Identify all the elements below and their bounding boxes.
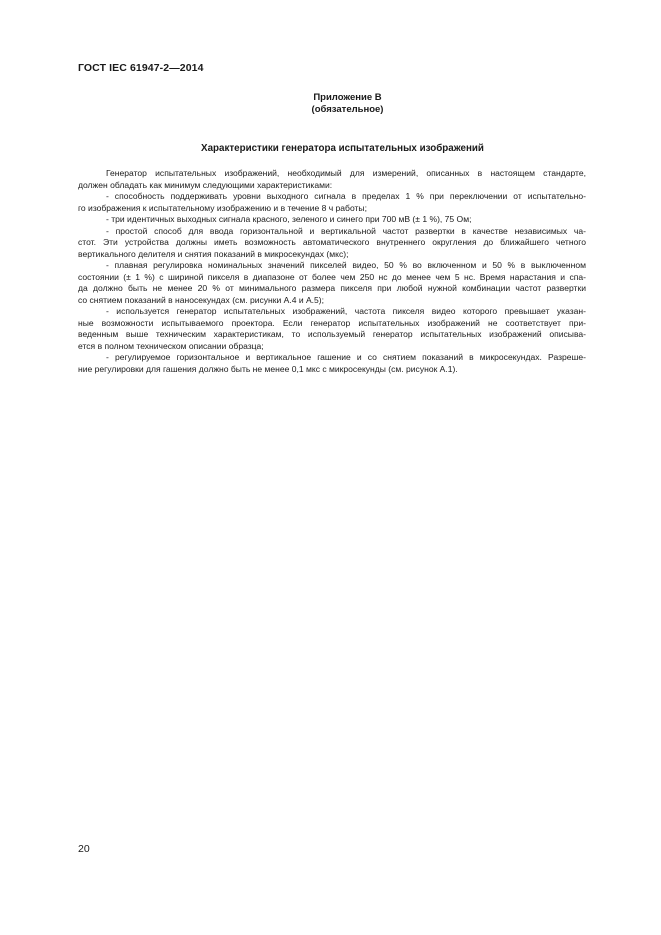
text-line: - три идентичных выходных сигнала красного, зеленого и синего при 700 мВ (± 1 %), 75 Ом;	[106, 214, 472, 224]
body-text	[78, 168, 586, 375]
document-header: ГОСТ IEC 61947-2—2014	[78, 62, 204, 74]
text-line: состоянии (± 1 %) с шириной пикселя в диапазоне от более чем 250 нс до менее чем 5 нс. Время нарастания и спа-	[78, 271, 586, 282]
page-number: 20	[78, 843, 90, 855]
text-line: - простой способ для ввода горизонтальной и вертикальной частот развертки в качестве независимых ча-	[106, 225, 586, 236]
text-line: - плавная регулировка номинальных значений пикселей видео, 50 % во включенном и 50 % в выключенном	[106, 260, 586, 270]
section-title: Характеристики генератора испытательных изображений	[201, 143, 484, 154]
text-line: да должно быть не менее 20 % от минимального размера пикселя при любой нужной комбинации частот развертки	[78, 283, 586, 293]
text-line: должен обладать как минимум следующими характеристиками:	[78, 179, 333, 190]
text-line: вертикального делителя и снятия показаний в микросекундах (мкс);	[78, 248, 349, 259]
appendix-status: (обязательное)	[311, 104, 384, 115]
appendix-heading	[0, 92, 661, 116]
text-line: ется в полном техническом описании образца;	[78, 340, 264, 351]
text-line: Генератор испытательных изображений, необходимый для измерений, описанных в настоящем стандарте,	[106, 168, 586, 178]
text-line: - регулируемое горизонтальное и вертикальное гашение и со снятием показаний в микросекундах. Разреше-	[106, 352, 586, 362]
section-title-wrapper	[0, 143, 661, 154]
appendix-title: Приложение В	[313, 92, 382, 103]
text-line: - используется генератор испытательных изображений, частота пикселя видео которого превышает указан-	[106, 306, 586, 316]
text-line: стот. Эти устройства должны иметь возможность автоматического внутреннего округления до ближайшего четного	[78, 237, 586, 247]
text-line: ние регулировки для гашения должно быть не менее 0,1 мкс с микросекунды (см. рисунок А.1).	[78, 363, 458, 374]
text-line: со снятием показаний в наносекундах (см. рисунки А.4 и А.5);	[78, 294, 325, 305]
text-line: - способность поддерживать уровни выходного сигнала в пределах 1 % при переключении от испытательно-	[106, 191, 586, 201]
text-line: ные возможности испытываемого проектора. Если генератор испытательных изображений не соответствует при-	[78, 317, 586, 328]
text-line: веденным выше техническим характеристикам, то используемый генератор испытательных изображений описыва-	[78, 329, 586, 339]
text-line: го изображения к испытательному изображению и в течение 8 ч работы;	[78, 202, 367, 213]
